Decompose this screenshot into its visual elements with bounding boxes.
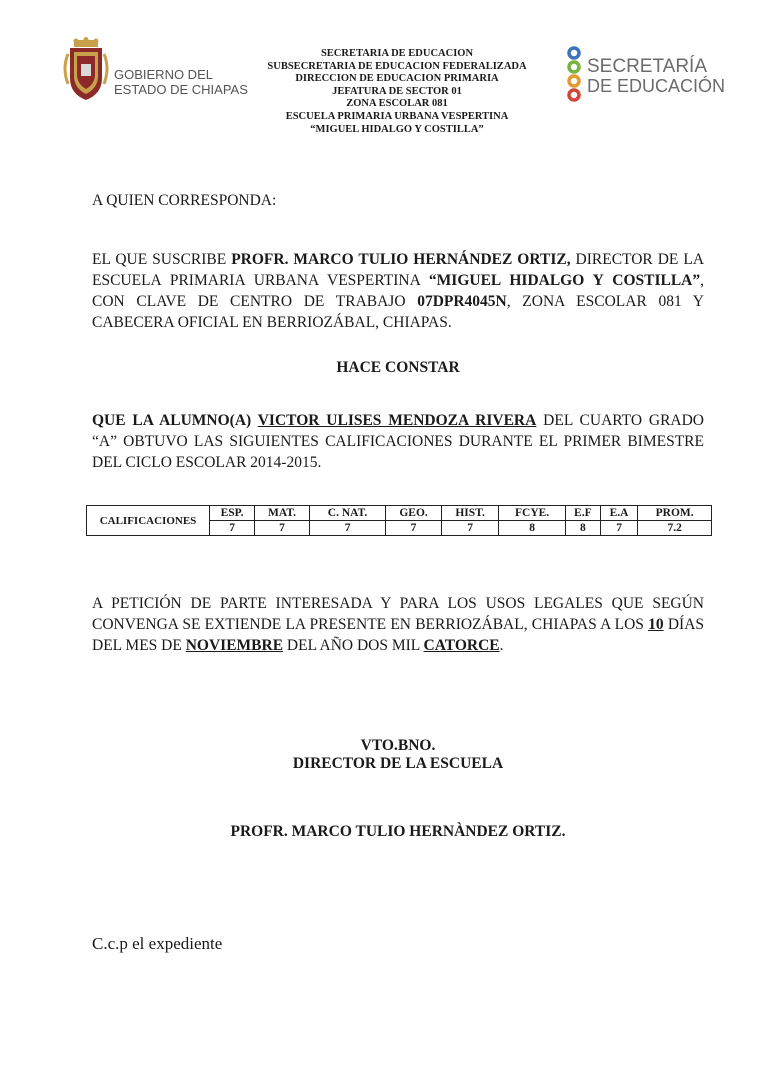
subject-header: PROM.	[638, 506, 712, 521]
letterhead-line: JEFATURA DE SECTOR 01	[332, 85, 462, 97]
student-name: VICTOR ULISES MENDOZA RIVERA	[257, 412, 537, 429]
salutation: A QUIEN CORRESPONDA:	[92, 192, 277, 209]
secretaria-educacion-logo	[565, 46, 725, 102]
director-name: PROFR. MARCO TULIO HERNÁNDEZ ORTIZ,	[231, 251, 571, 268]
subject-header: GEO.	[386, 506, 442, 521]
letterhead-line: SUBSECRETARIA DE EDUCACION FEDERALIZADA	[267, 60, 527, 72]
sep-line2: DE EDUCACIÓN	[587, 76, 726, 96]
intro-text: DIRECTOR DE LA ESCUELA PRIMARIA URBANA VESPERTINA	[92, 251, 705, 289]
letterhead	[232, 48, 562, 136]
clave-ct: 07DPR4045N	[417, 293, 507, 310]
gob-line2: ESTADO DE CHIAPAS	[114, 82, 248, 97]
intro-text: , ZONA ESCOLAR 081 Y CABECERA OFICIAL EN BERRIOZÁBAL, CHIAPAS.	[92, 293, 704, 331]
subject-header: E.A	[600, 506, 637, 521]
year-value: CATORCE	[423, 637, 500, 654]
subject-header: C. NAT.	[309, 506, 385, 521]
table-row	[87, 506, 712, 521]
letterhead-line: SECRETARIA DE EDUCACION	[320, 48, 474, 59]
closing-text: A PETICIÓN DE PARTE INTERESADA Y PARA LOS USOS LEGALES QUE SEGÚN CONVENGA SE EXTIENDE LA PRESENTE EN BERRIOZÁBAL, CHIAPAS A LOS	[92, 595, 704, 633]
gob-line1: GOBIERNO DEL	[114, 67, 213, 82]
sep-line1: SECRETARÍA	[587, 56, 708, 77]
vtobno-label: VTO.BNO.	[360, 737, 436, 754]
grade-average: 7.2	[638, 521, 712, 536]
subject-header: HIST.	[441, 506, 499, 521]
letterhead-line: DIRECCION DE EDUCACION PRIMARIA	[295, 73, 499, 85]
grade-value: 7	[255, 521, 310, 536]
student-text: QUE LA ALUMNO(A)	[92, 412, 258, 429]
signatory-name: PROFR. MARCO TULIO HERNÀNDEZ ORTIZ.	[230, 823, 566, 840]
intro-paragraph	[92, 249, 704, 333]
grade-value: 7	[600, 521, 637, 536]
director-role: DIRECTOR DE LA ESCUELA	[292, 755, 504, 772]
closing-paragraph	[92, 593, 704, 656]
hace-constar-heading: HACE CONSTAR	[336, 359, 460, 376]
coat-of-arms-icon	[62, 38, 248, 106]
letterhead-line: “MIGUEL HIDALGO Y COSTILLA”	[310, 123, 484, 135]
ccp-note: C.c.p el expediente	[92, 934, 223, 953]
grade-value: 7	[309, 521, 385, 536]
grades-table	[86, 505, 712, 536]
student-paragraph	[92, 410, 704, 473]
subject-header: MAT.	[255, 506, 310, 521]
month-value: NOVIEMBRE	[185, 637, 284, 654]
student-text: DEL CUARTO GRADO “A” OBTUVO LAS SIGUIENTES CALIFICACIONES DURANTE EL PRIMER BIMESTRE DEL CICLO ESCOLAR 2014-2015.	[92, 412, 704, 471]
sep-emblem-icon	[565, 46, 725, 102]
grade-value: 8	[565, 521, 600, 536]
grade-value: 7	[210, 521, 255, 536]
subject-header: FCYE.	[499, 506, 565, 521]
closing-text: DÍAS DEL MES DE	[92, 616, 705, 654]
grade-value: 7	[441, 521, 499, 536]
closing-text: .	[499, 637, 504, 654]
grade-value: 7	[386, 521, 442, 536]
intro-text: EL QUE SUSCRIBE	[92, 251, 232, 268]
intro-text: , CON CLAVE DE CENTRO DE TRABAJO	[92, 272, 704, 310]
subject-header: ESP.	[210, 506, 255, 521]
gobierno-chiapas-logo	[62, 38, 248, 106]
subject-header: E.F	[565, 506, 600, 521]
grade-value: 8	[499, 521, 565, 536]
letterhead-line: ESCUELA PRIMARIA URBANA VESPERTINA	[285, 110, 509, 122]
school-name: “MIGUEL HIDALGO Y COSTILLA”	[428, 272, 701, 289]
grades-row-label: CALIFICACIONES	[87, 506, 210, 536]
closing-text: DEL AÑO DOS MIL	[283, 637, 424, 654]
day-value: 10	[648, 616, 664, 633]
letterhead-line: ZONA ESCOLAR 081	[346, 98, 448, 110]
